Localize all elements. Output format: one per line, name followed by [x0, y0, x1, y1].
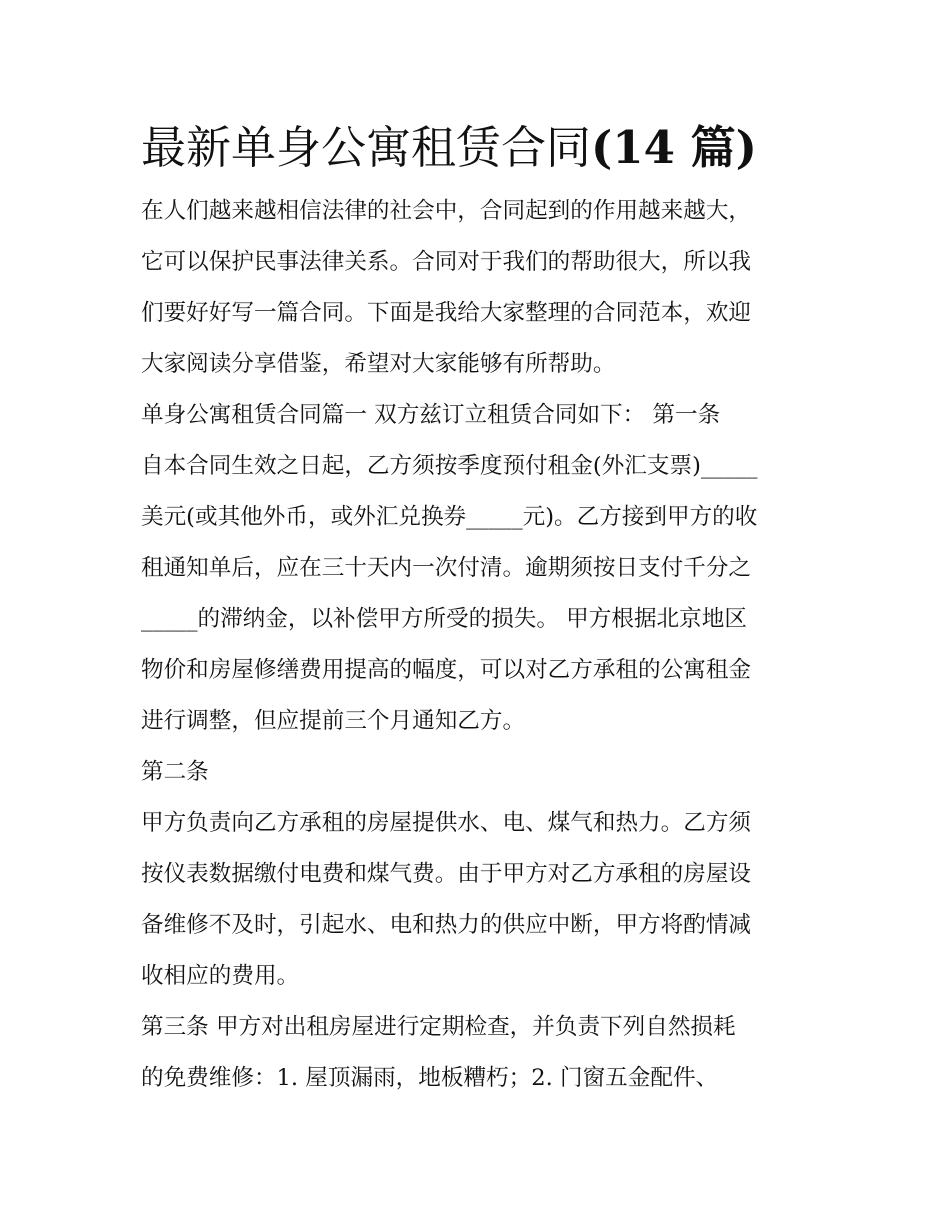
clause-heading: 第二条	[141, 759, 209, 785]
text-line: 物价和房屋修缮费用提高的幅度，可以对乙方承租的公寓租金	[141, 657, 752, 683]
text-line: 租通知单后，应在三十天内一次付清。逾期须按日支付千分之	[141, 555, 752, 581]
clause-three	[141, 1002, 813, 1104]
text-line: 收相应的费用。	[141, 963, 300, 989]
text-line: 美元(或其他外币，或外汇兑换券_____元)。乙方接到甲方的收	[141, 504, 758, 530]
text-line: 的免费维修：1. 屋顶漏雨，地板糟朽；2. 门窗五金配件、	[141, 1065, 719, 1091]
title-main: 最新单身公寓租赁合同	[141, 121, 592, 174]
document-body	[141, 110, 813, 1104]
text-line: 们要好好写一篇合同。下面是我给大家整理的合同范本，欢迎	[141, 300, 752, 326]
text-line: 单身公寓租赁合同篇一 双方兹订立租赁合同如下： 第一条	[141, 402, 721, 428]
clause-two	[141, 747, 813, 1002]
text-line: 按仪表数据缴付电费和煤气费。由于甲方对乙方承租的房屋设	[141, 861, 752, 887]
text-line: 第三条 甲方对出租房屋进行定期检查，并负责下列自然损耗	[141, 1014, 736, 1040]
text-line: 甲方负责向乙方承租的房屋提供水、电、煤气和热力。乙方须	[141, 810, 752, 836]
text-line: 大家阅读分享借鉴，希望对大家能够有所帮助。	[141, 351, 616, 377]
title-suffix: (14 篇)	[591, 121, 757, 174]
text-line: 它可以保护民事法律关系。合同对于我们的帮助很大，所以我	[141, 249, 752, 275]
clause-one	[141, 390, 813, 747]
text-line: _____的滞纳金，以补偿甲方所受的损失。 甲方根据北京地区	[141, 606, 747, 632]
text-line: 自本合同生效之日起，乙方须按季度预付租金(外汇支票)_____	[141, 453, 758, 479]
text-line: 在人们越来越相信法律的社会中，合同起到的作用越来越大，	[141, 198, 752, 224]
text-line: 进行调整，但应提前三个月通知乙方。	[141, 708, 526, 734]
text-line: 备维修不及时，引起水、电和热力的供应中断，甲方将酌情减	[141, 912, 752, 938]
intro-paragraph	[141, 186, 813, 390]
document-title	[141, 110, 813, 186]
